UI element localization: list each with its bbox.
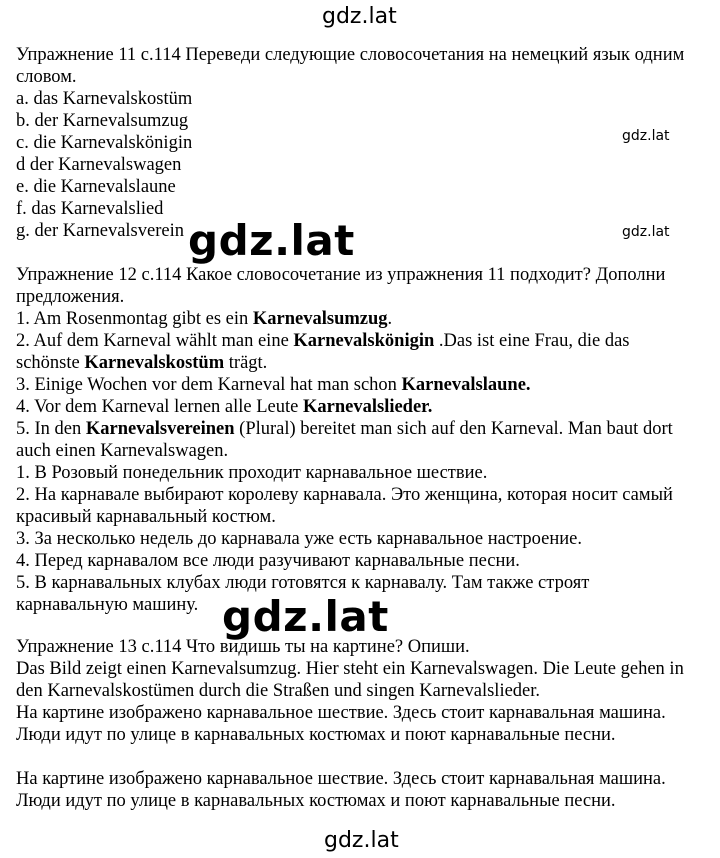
ex11-item-f: f. das Karnevalslied (16, 199, 164, 219)
watermark-small-2: gdz.lat (622, 224, 670, 240)
ex13-line-6: Люди идут по улице в карнавальных костюмах и поют карнавальные песни. (16, 791, 616, 811)
watermark-small-1: gdz.lat (622, 128, 670, 144)
ex12-ru-line-3: красивый карнавальный костюм. (16, 507, 276, 527)
ex12-sentence-2: 2. Auf dem Karneval wählt man eine Karnevalskönigin .Das ist eine Frau, die das (16, 331, 630, 351)
ex12-sentence-3: 3. Einige Wochen vor dem Karneval hat man schon Karnevalslaune. (16, 375, 531, 395)
ex11-item-c: c. die Karnevalskönigin (16, 133, 193, 153)
ex11-item-e: e. die Karnevalslaune (16, 177, 176, 197)
ex13-line-4: Люди идут по улице в карнавальных костюмах и поют карнавальные песни. (16, 725, 616, 745)
watermark-big-2: gdz.lat (222, 592, 389, 641)
ex12-heading-line2: предложения. (16, 287, 125, 307)
ex11-item-b: b. der Karnevalsumzug (16, 111, 189, 131)
watermark-bottom: gdz.lat (324, 828, 399, 853)
ex12-sentence-2-cont: schönste Karnevalskostüm trägt. (16, 353, 268, 373)
ex12-ru-line-2: 2. На карнавале выбирают королеву карнавала. Это женщина, которая носит самый (16, 485, 673, 505)
ex12-sentence-4: 4. Vor dem Karneval lernen alle Leute Karnevalslieder. (16, 397, 433, 417)
watermark-big-1: gdz.lat (188, 216, 355, 265)
ex12-sentence-5-cont: auch einen Karnevalswagen. (16, 441, 229, 461)
ex12-ru-line-4: 3. За несколько недель до карнавала уже есть карнавальное настроение. (16, 529, 582, 549)
ex13-heading: Упражнение 13 с.114 Что видишь ты на картине? Опиши. (16, 637, 470, 657)
ex13-line-2: den Karnevalskostümen durch die Straßen und singen Karnevalslieder. (16, 681, 541, 701)
ex12-ru-line-5: 4. Перед карнавалом все люди разучивают карнавальные песни. (16, 551, 520, 571)
watermark-top: gdz.lat (322, 4, 397, 29)
ex11-heading-line1: Упражнение 11 с.114 Переведи следующие словосочетания на немецкий язык одним (16, 45, 685, 65)
ex12-heading-line1: Упражнение 12 с.114 Какое словосочетание из упражнения 11 подходит? Дополни (16, 265, 666, 285)
ex12-sentence-5: 5. In den Karnevalsvereinen (Plural) bereitet man sich auf den Karneval. Man baut dort (16, 419, 673, 439)
ex12-ru-line-6: 5. В карнавальных клубах люди готовятся к карнавалу. Там также строят (16, 573, 590, 593)
ex11-item-a: a. das Karnevalskostüm (16, 89, 193, 109)
ex11-item-d: d der Karnevalswagen (16, 155, 182, 175)
ex13-line-1: Das Bild zeigt einen Karnevalsumzug. Hier steht ein Karnevalswagen. Die Leute gehen in (16, 659, 684, 679)
ex12-ru-line-1: 1. В Розовый понедельник проходит карнавальное шествие. (16, 463, 488, 483)
ex12-sentence-1: 1. Am Rosenmontag gibt es ein Karnevalsumzug. (16, 309, 393, 329)
ex11-item-g: g. der Karnevalsverein (16, 221, 184, 241)
ex13-line-3: На картине изображено карнавальное шествие. Здесь стоит карнавальная машина. (16, 703, 666, 723)
ex11-heading-line2: словом. (16, 67, 77, 87)
ex12-ru-line-7: карнавальную машину. (16, 595, 199, 615)
ex13-line-5: На картине изображено карнавальное шествие. Здесь стоит карнавальная машина. (16, 769, 666, 789)
